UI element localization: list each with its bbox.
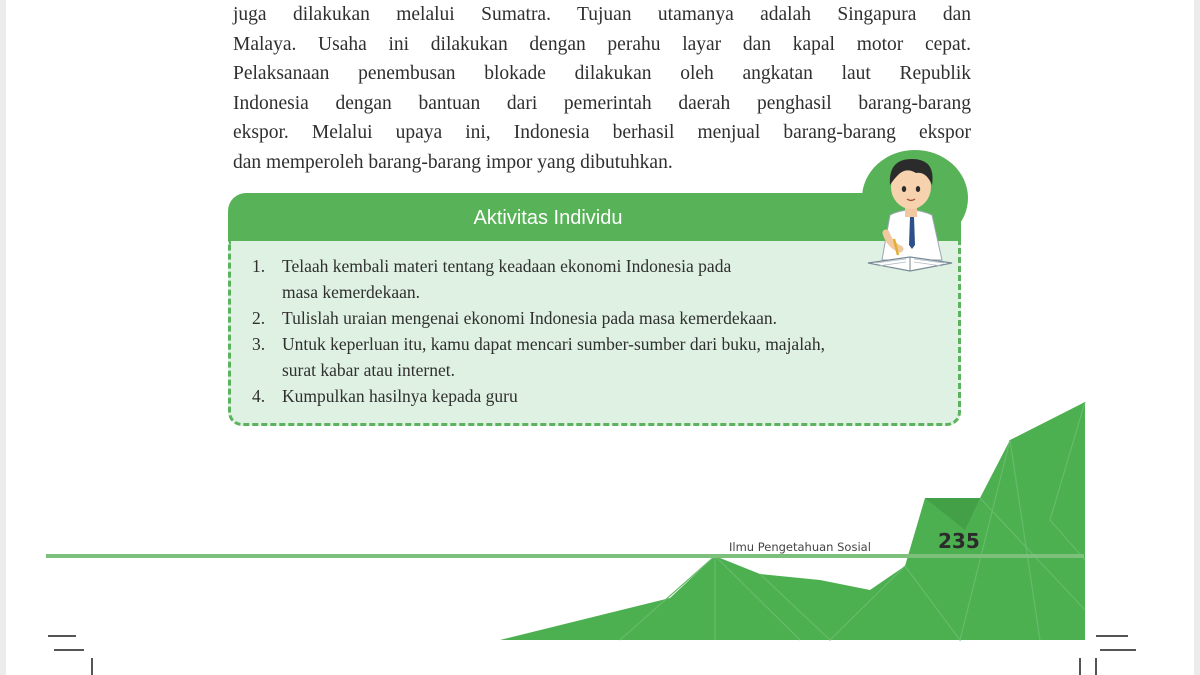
paragraph-line: ekspor. Melalui upaya ini, Indonesia berhasil menjual barang-barang ekspor (233, 122, 971, 144)
list-number: 1. (252, 256, 266, 276)
list-text: Tulislah uraian mengenai ekonomi Indonesia pada masa kemerdekaan. (282, 308, 778, 328)
paragraph-line: dan memperoleh barang-barang impor yang dibutuhkan. (233, 151, 673, 173)
crop-mark-left (40, 628, 100, 675)
paragraph-line: Malaya. Usaha ini dilakukan dengan perahu layar dan kapal motor cepat. (233, 33, 971, 55)
list-text: Untuk keperluan itu, kamu dapat mencari sumber-sumber dari buku, majalah, (282, 334, 825, 354)
list-text: Kumpulkan hasilnya kepada guru (282, 386, 518, 406)
list-text: surat kabar atau internet. (282, 360, 455, 380)
list-text: masa kemerdekaan. (282, 282, 420, 302)
paragraph-line: Pelaksanaan penembusan blokade dilakukan oleh angkatan laut Republik (233, 63, 971, 85)
page-number: 235 (938, 529, 980, 553)
footer-subject: Ilmu Pengetahuan Sosial (726, 540, 874, 554)
crop-mark-right (1070, 628, 1140, 675)
footer-rule (46, 554, 1084, 558)
list-number: 3. (252, 334, 266, 354)
paragraph-line: juga dilakukan melalui Sumatra. Tujuan utamanya adalah Singapura dan (233, 4, 971, 25)
paragraph-line: Indonesia dengan bantuan dari pemerintah daerah penghasil barang-barang (233, 92, 971, 114)
list-number: 4. (252, 386, 266, 406)
activity-title: Aktivitas Individu (473, 207, 623, 229)
list-text: Telaah kembali materi tentang keadaan ekonomi Indonesia pada (282, 256, 732, 276)
list-number: 2. (252, 308, 266, 328)
